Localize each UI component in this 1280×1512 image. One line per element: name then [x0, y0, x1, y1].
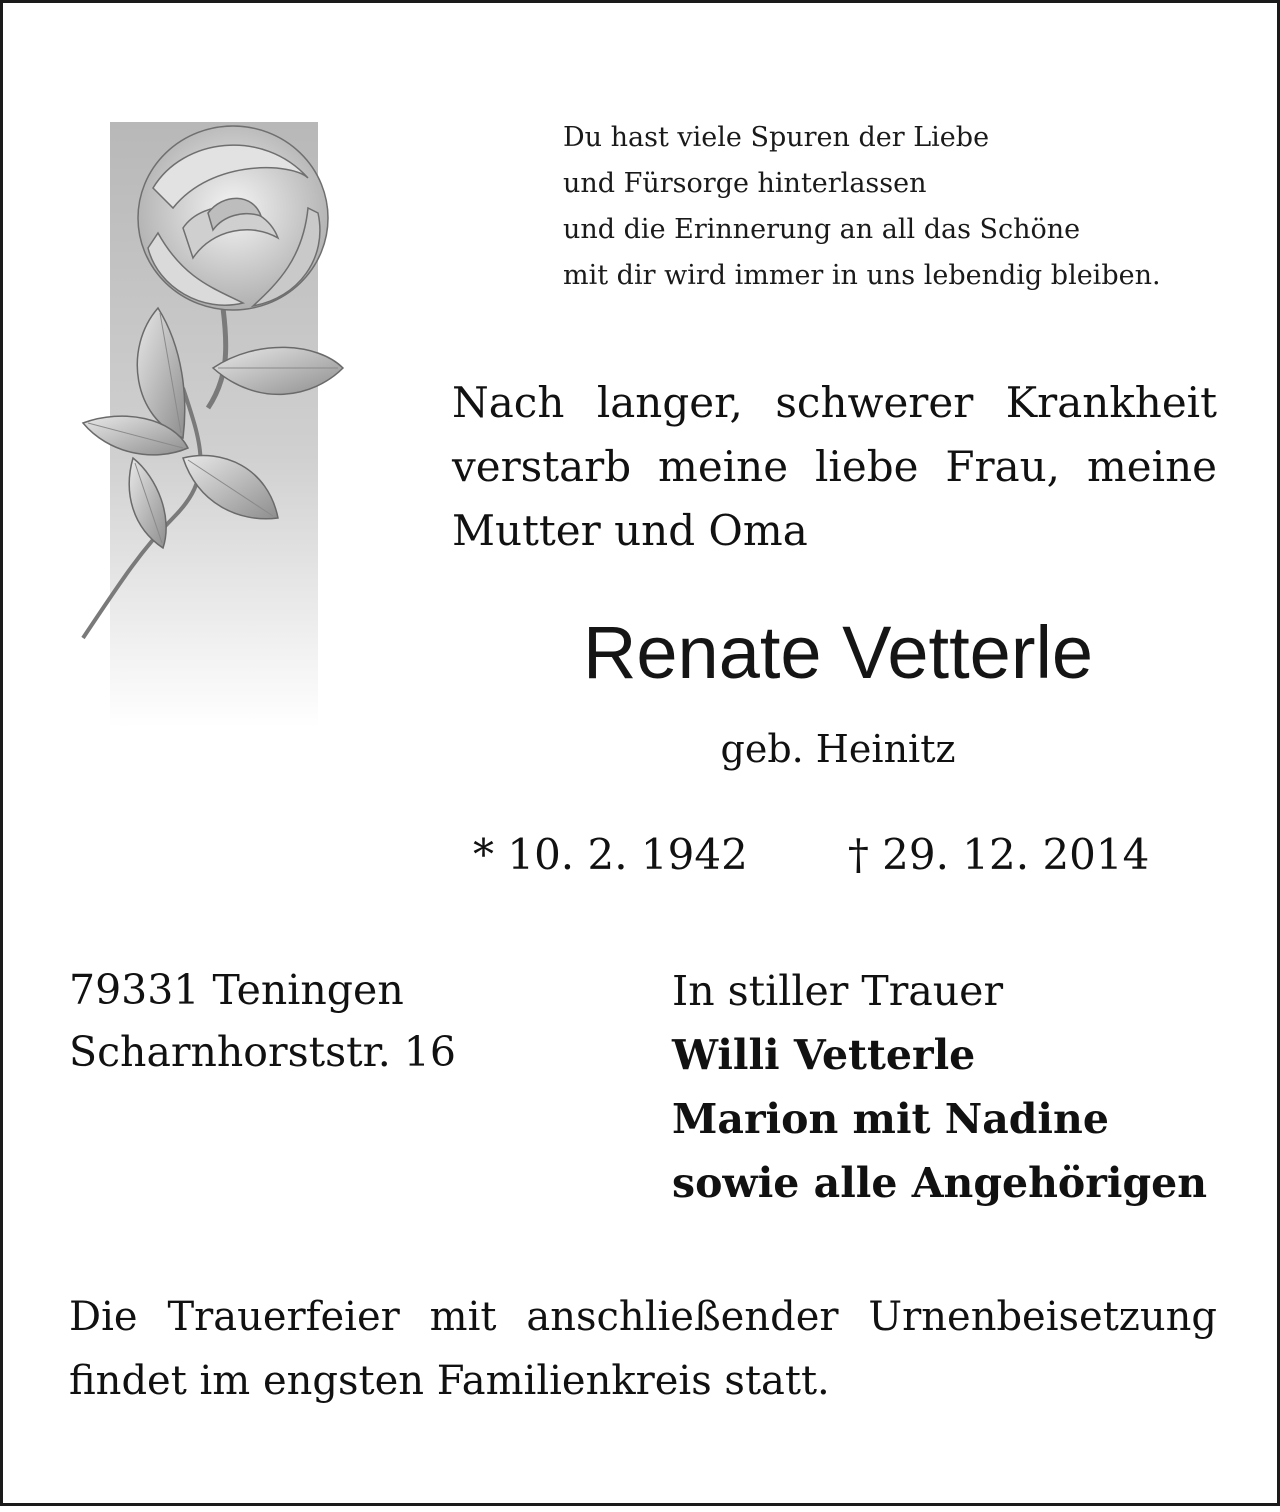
mourners-heading: In stiller Trauer [672, 967, 1004, 1015]
intro-text: Nach langer, schwerer Krankheit verstarb meine liebe Frau, meine Mutter und Oma [452, 378, 1217, 555]
poem-line: mit dir wird immer in uns lebendig bleiben. [563, 260, 1161, 291]
deceased-name: Renate Vetterle [582, 611, 1094, 694]
mourner-name: sowie alle Angehörigen [672, 1159, 1208, 1207]
poem-line: und Fürsorge hinterlassen [563, 168, 927, 199]
mourner-name: Willi Vetterle [672, 1031, 976, 1079]
ceremony-note: Die Trauerfeier mit anschließender Urnenbeisetzung findet im engsten Familienkreis statt. [69, 1294, 1217, 1404]
maiden-name: geb. Heinitz [720, 727, 956, 771]
address-street: Scharnhorststr. 16 [69, 1028, 456, 1076]
address-city: 79331 Teningen [69, 966, 404, 1014]
address-block [69, 959, 456, 1083]
death-date: † 29. 12. 2014 [847, 830, 1150, 879]
poem-line: Du hast viele Spuren der Liebe [563, 122, 990, 153]
rose-icon [63, 118, 383, 728]
life-dates [473, 825, 1149, 885]
mourner-name: Marion mit Nadine [672, 1095, 1109, 1143]
mourners-block [672, 959, 1207, 1215]
poem-line: und die Erinnerung an all das Schöne [563, 214, 1081, 245]
birth-date: * 10. 2. 1942 [473, 830, 748, 879]
poem-verse [563, 115, 1161, 299]
